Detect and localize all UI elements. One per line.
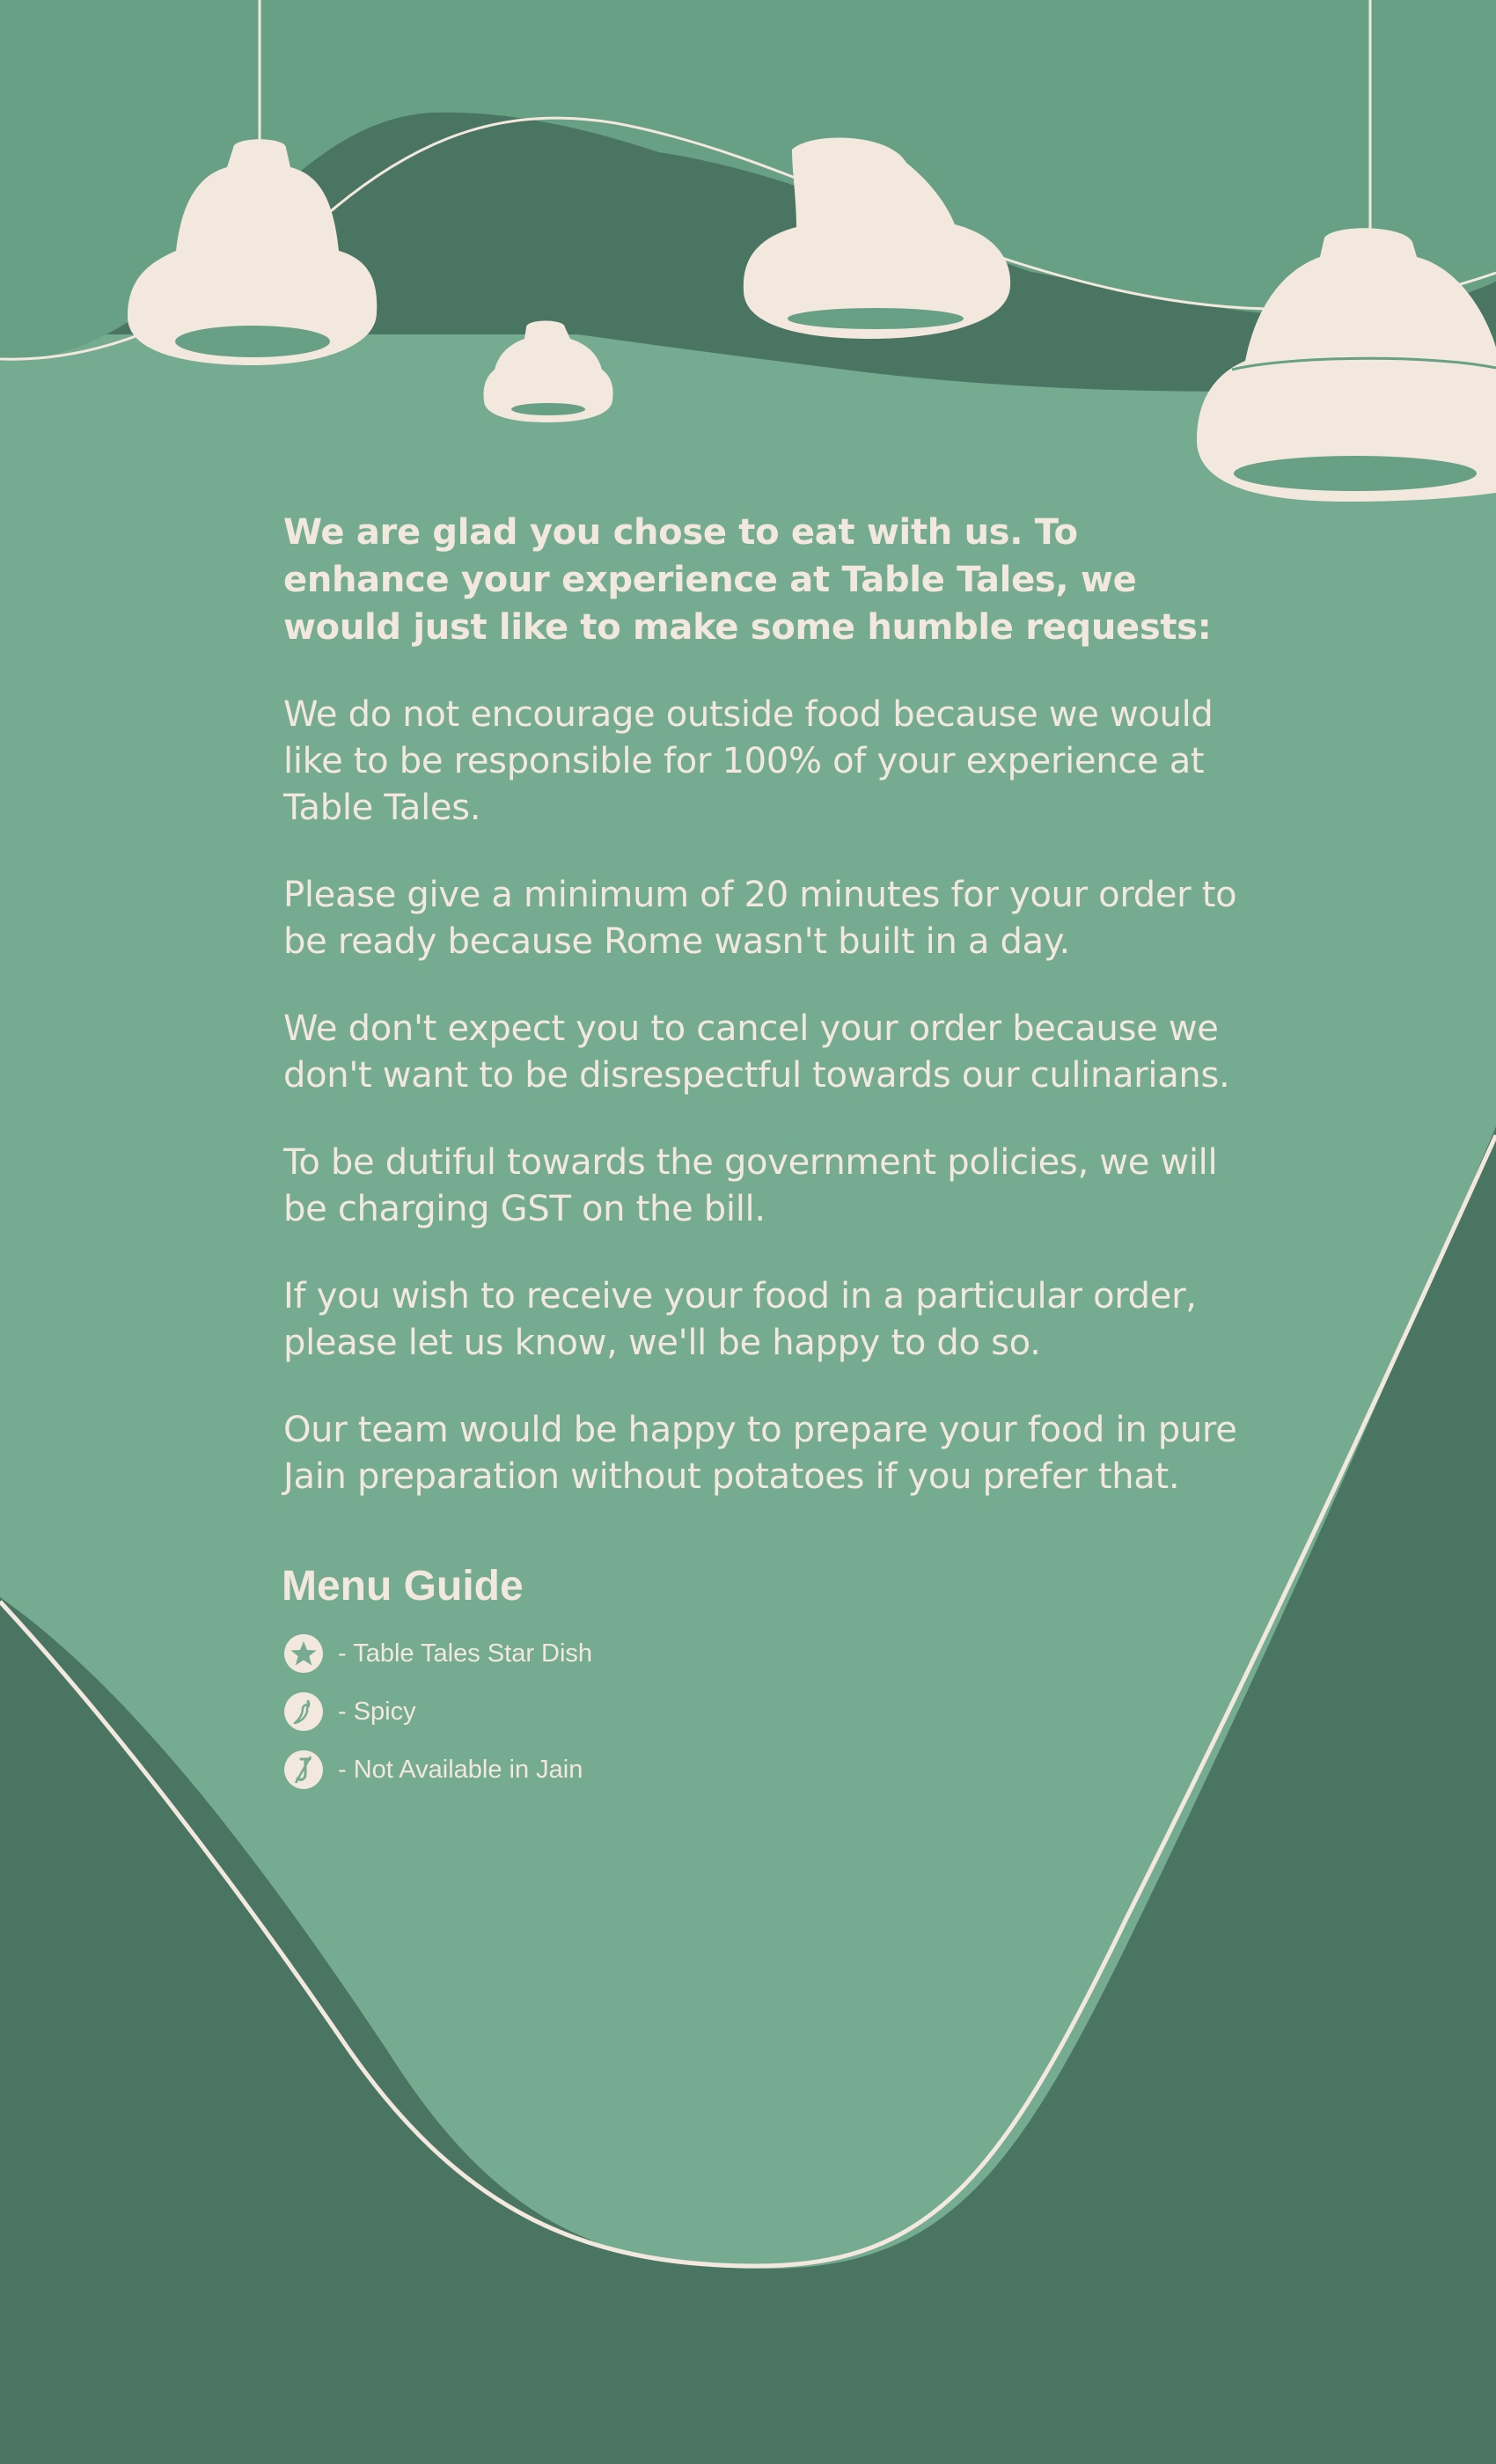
jain-icon	[283, 1749, 324, 1790]
request-gst: To be dutiful towards the government policies, we will be charging GST on the bill.	[283, 1142, 1218, 1229]
legend-item-jain	[283, 1749, 1243, 1790]
request-no-cancel: We don't expect you to cancel your order because we don't want to be disrespectful towards our culinarians.	[283, 1008, 1230, 1096]
request-food-order: If you wish to receive your food in a particular order, please let us know, we'll be happy to do so.	[283, 1276, 1197, 1363]
intro-paragraph: We are glad you chose to eat with us. To enhance your experience at Table Tales, we would just like to make some humble requests:	[283, 512, 1212, 648]
chili-icon	[283, 1691, 324, 1732]
legend-label-spicy: - Spicy	[338, 1697, 416, 1726]
content-column	[283, 509, 1243, 1808]
request-outside-food: We do not encourage outside food because we would like to be responsible for 100% of your experience at Table Tales.	[283, 694, 1214, 828]
menu-guide-legend	[283, 1633, 1243, 1790]
star-icon	[283, 1633, 324, 1674]
legend-label-star: - Table Tales Star Dish	[338, 1639, 593, 1668]
legend-item-spicy	[283, 1691, 1243, 1732]
menu-guide-title: Menu Guide	[282, 1563, 524, 1610]
legend-label-jain: - Not Available in Jain	[338, 1755, 583, 1784]
legend-item-star	[283, 1633, 1243, 1674]
request-jain: Our team would be happy to prepare your food in pure Jain preparation without potatoes if you prefer that.	[283, 1410, 1237, 1497]
request-wait-time: Please give a minimum of 20 minutes for your order to be ready because Rome wasn't built in a day.	[283, 875, 1237, 962]
